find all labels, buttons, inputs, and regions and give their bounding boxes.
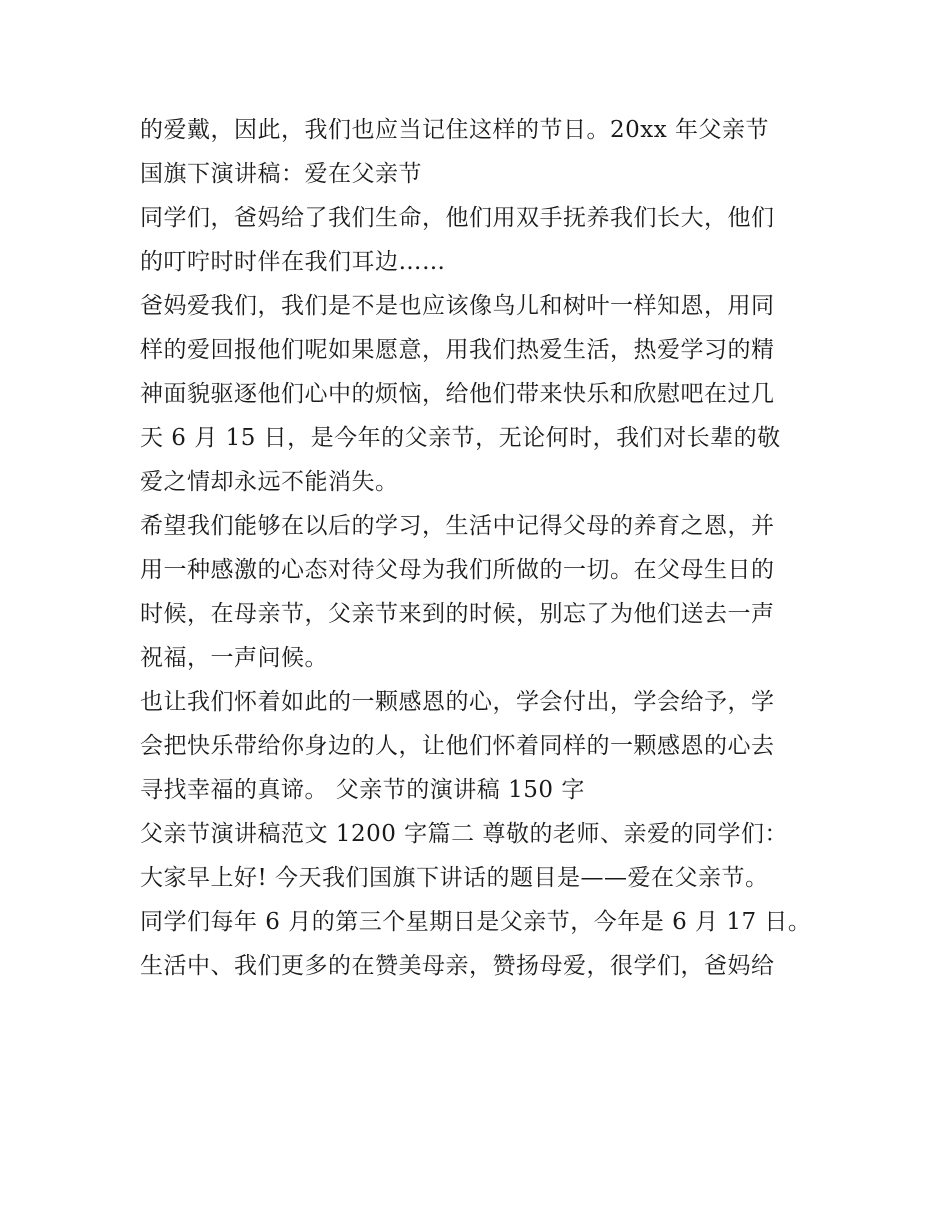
text-line: 爸妈爱我们，我们是不是也应该像鸟儿和树叶一样知恩，用同 (140, 293, 775, 319)
text-line: 也让我们怀着如此的一颗感恩的心，学会付出，学会给予，学 (140, 689, 775, 715)
text-line: 样的爱回报他们呢如果愿意，用我们热爱生活，热爱学习的精 (140, 337, 775, 363)
text-line: 同学们，爸妈给了我们生命，他们用双手抚养我们长大，他们 (140, 205, 775, 231)
text-line: 爱之情却永远不能消失。 (140, 469, 399, 495)
text-line: 会把快乐带给你身边的人，让他们怀着同样的一颗感恩的心去 (140, 733, 775, 759)
text-line: 时候，在母亲节，父亲节来到的时候，别忘了为他们送去一声 (140, 601, 775, 627)
text-line: 希望我们能够在以后的学习，生活中记得父母的养育之恩，并 (140, 513, 775, 539)
body-text (140, 108, 820, 988)
text-line: 的叮咛时时伴在我们耳边…… (140, 249, 446, 275)
text-line: 生活中、我们更多的在赞美母亲，赞扬母爱，很学们，爸妈给 (140, 953, 775, 979)
text-line: 国旗下演讲稿：爱在父亲节 (140, 161, 422, 187)
text-line: 祝福，一声问候。 (140, 645, 328, 671)
text-line: 寻找幸福的真谛。 父亲节的演讲稿 150 字 (140, 777, 585, 803)
text-line: 同学们每年 6 月的第三个星期日是父亲节，今年是 6 月 17 日。 (140, 909, 812, 935)
text-line: 神面貌驱逐他们心中的烦恼，给他们带来快乐和欣慰吧在过几 (140, 381, 775, 407)
text-line: 父亲节演讲稿范文 1200 字篇二 尊敬的老师、亲爱的同学们： (140, 821, 788, 847)
text-line: 天 6 月 15 日，是今年的父亲节，无论何时，我们对长辈的敬 (140, 425, 781, 451)
text-line: 的爱戴，因此，我们也应当记住这样的节日。20xx 年父亲节 (140, 117, 770, 143)
text-line: 大家早上好! 今天我们国旗下讲话的题目是——爱在父亲节。 (140, 865, 769, 891)
text-line: 用一种感激的心态对待父母为我们所做的一切。在父母生日的 (140, 557, 775, 583)
